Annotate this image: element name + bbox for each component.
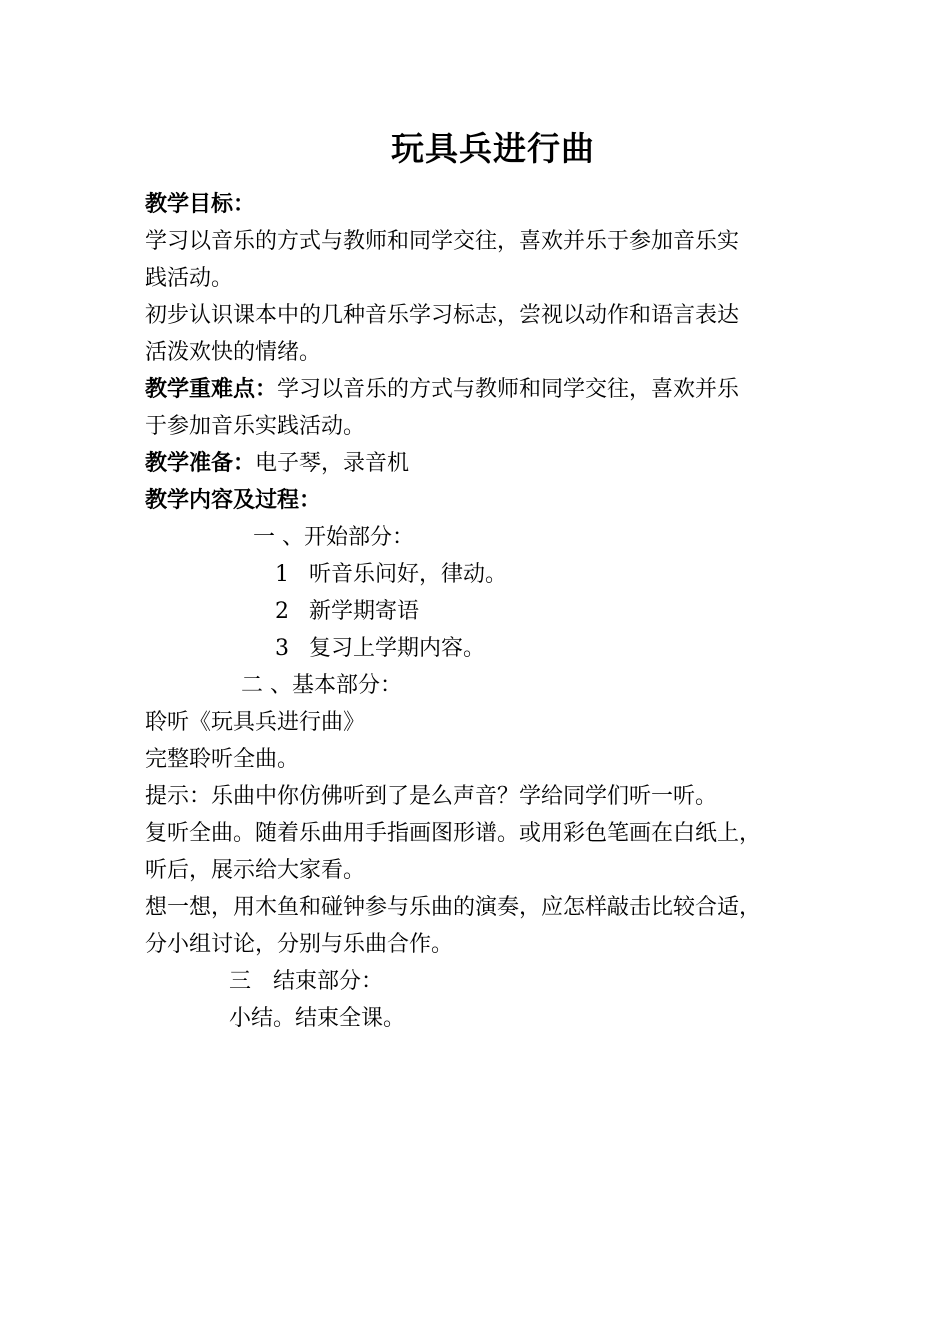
objectives-label: 教学目标： xyxy=(145,192,256,217)
item-number: 2 xyxy=(275,599,289,624)
document-body xyxy=(145,186,815,1037)
preparation-text: 电子琴，录音机 xyxy=(255,451,410,476)
item-text: 听音乐问好，律动。 xyxy=(309,562,508,587)
section1-item-1 xyxy=(145,556,815,593)
process-label: 教学内容及过程： xyxy=(145,488,322,513)
item-number: 3 xyxy=(275,636,289,661)
objectives-heading xyxy=(145,186,815,223)
section2-line-4: 复听全曲。随着乐曲用手指画图形谱。或用彩色笔画在白纸上， xyxy=(145,821,762,846)
objectives-line-4: 活泼欢快的情绪。 xyxy=(145,340,322,365)
objectives-line-1: 学习以音乐的方式与教师和同学交往，喜欢并乐于参加音乐实 xyxy=(145,229,740,254)
section2-line-1: 聆听《玩具兵进行曲》 xyxy=(145,710,366,735)
section2-line-5: 听后，展示给大家看。 xyxy=(145,858,366,883)
item-text: 复习上学期内容。 xyxy=(309,636,486,661)
item-number: 1 xyxy=(275,562,289,587)
key-points-text-1: 学习以音乐的方式与教师和同学交往，喜欢并乐 xyxy=(277,377,740,402)
preparation-label: 教学准备： xyxy=(145,451,256,476)
section2-line-2: 完整聆听全曲。 xyxy=(145,747,300,772)
section3-summary: 小结。结束全课。 xyxy=(229,1006,406,1031)
section2-line-7: 分小组讨论，分别与乐曲合作。 xyxy=(145,932,454,957)
key-points-label: 教学重难点： xyxy=(145,377,278,402)
key-points-line-2: 于参加音乐实践活动。 xyxy=(145,414,366,439)
objectives-line-2: 践活动。 xyxy=(145,266,234,291)
section2-heading: 二 、基本部分： xyxy=(241,673,402,698)
section2-line-6: 想一想，用木鱼和碰钟参与乐曲的演奏，应怎样敲击比较合适， xyxy=(145,895,762,920)
process-heading xyxy=(145,482,815,519)
section1-item-3 xyxy=(145,630,815,667)
document-title: 玩具兵进行曲 xyxy=(391,129,595,168)
item-text: 新学期寄语 xyxy=(309,599,420,624)
preparation-line xyxy=(145,445,815,482)
section1-item-2 xyxy=(145,593,815,630)
section1-heading: 一 、开始部分： xyxy=(253,525,414,550)
section2-line-3: 提示：乐曲中你仿佛听到了是么声音？学给同学们听一听。 xyxy=(145,784,718,809)
key-points-line-1 xyxy=(145,371,815,408)
section3-heading: 三 结束部分： xyxy=(229,969,384,994)
objectives-line-3: 初步认识课本中的几种音乐学习标志，尝视以动作和语言表达 xyxy=(145,303,740,328)
